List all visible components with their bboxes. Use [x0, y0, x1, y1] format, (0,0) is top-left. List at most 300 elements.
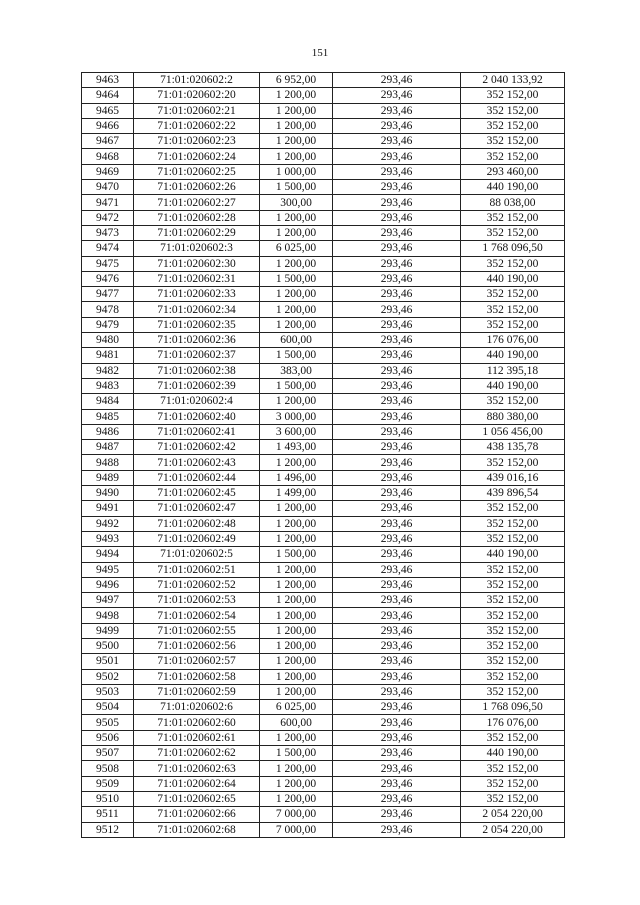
- specific-value-cell: 293,46: [333, 88, 461, 103]
- table-row: [82, 746, 565, 761]
- area-cell: 1 200,00: [260, 730, 333, 745]
- table-row: [82, 715, 565, 730]
- row-number-cell: 9498: [82, 608, 134, 623]
- cadastral-number-cell: 71:01:020602:49: [134, 531, 260, 546]
- cadastral-value-cell: 1 768 096,50: [461, 700, 565, 715]
- area-cell: 1 500,00: [260, 180, 333, 195]
- row-number-cell: 9512: [82, 822, 134, 837]
- area-cell: 1 200,00: [260, 593, 333, 608]
- specific-value-cell: 293,46: [333, 654, 461, 669]
- row-number-cell: 9505: [82, 715, 134, 730]
- row-number-cell: 9490: [82, 486, 134, 501]
- area-cell: 1 000,00: [260, 164, 333, 179]
- specific-value-cell: 293,46: [333, 317, 461, 332]
- row-number-cell: 9464: [82, 88, 134, 103]
- specific-value-cell: 293,46: [333, 440, 461, 455]
- area-cell: 7 000,00: [260, 807, 333, 822]
- cadastral-value-cell: 438 135,78: [461, 440, 565, 455]
- cadastral-number-cell: 71:01:020602:52: [134, 577, 260, 592]
- area-cell: 1 200,00: [260, 287, 333, 302]
- row-number-cell: 9492: [82, 516, 134, 531]
- area-cell: 1 200,00: [260, 394, 333, 409]
- row-number-cell: 9470: [82, 180, 134, 195]
- cadastral-number-cell: 71:01:020602:62: [134, 746, 260, 761]
- area-cell: 1 500,00: [260, 378, 333, 393]
- cadastral-number-cell: 71:01:020602:41: [134, 424, 260, 439]
- table-row: [82, 470, 565, 485]
- cadastral-number-cell: 71:01:020602:33: [134, 287, 260, 302]
- cadastral-value-cell: 352 152,00: [461, 394, 565, 409]
- table-row: [82, 577, 565, 592]
- table-row: [82, 776, 565, 791]
- table-body: [82, 73, 565, 838]
- specific-value-cell: 293,46: [333, 210, 461, 225]
- row-number-cell: 9507: [82, 746, 134, 761]
- row-number-cell: 9497: [82, 593, 134, 608]
- cadastral-number-cell: 71:01:020602:21: [134, 103, 260, 118]
- cadastral-number-cell: 71:01:020602:2: [134, 73, 260, 88]
- table-row: [82, 455, 565, 470]
- table-row: [82, 210, 565, 225]
- row-number-cell: 9473: [82, 225, 134, 240]
- cadastral-number-cell: 71:01:020602:43: [134, 455, 260, 470]
- row-number-cell: 9496: [82, 577, 134, 592]
- area-cell: 1 200,00: [260, 88, 333, 103]
- area-cell: 1 200,00: [260, 776, 333, 791]
- specific-value-cell: 293,46: [333, 638, 461, 653]
- row-number-cell: 9484: [82, 394, 134, 409]
- specific-value-cell: 293,46: [333, 149, 461, 164]
- table-row: [82, 394, 565, 409]
- cadastral-value-cell: 88 038,00: [461, 195, 565, 210]
- cadastral-value-cell: 176 076,00: [461, 333, 565, 348]
- specific-value-cell: 293,46: [333, 516, 461, 531]
- specific-value-cell: 293,46: [333, 623, 461, 638]
- row-number-cell: 9476: [82, 271, 134, 286]
- specific-value-cell: 293,46: [333, 746, 461, 761]
- specific-value-cell: 293,46: [333, 103, 461, 118]
- specific-value-cell: 293,46: [333, 791, 461, 806]
- cadastral-value-cell: 352 152,00: [461, 654, 565, 669]
- table-row: [82, 409, 565, 424]
- cadastral-value-cell: 352 152,00: [461, 761, 565, 776]
- specific-value-cell: 293,46: [333, 501, 461, 516]
- row-number-cell: 9477: [82, 287, 134, 302]
- cadastral-number-cell: 71:01:020602:65: [134, 791, 260, 806]
- cadastral-number-cell: 71:01:020602:30: [134, 256, 260, 271]
- specific-value-cell: 293,46: [333, 776, 461, 791]
- cadastral-value-cell: 352 152,00: [461, 730, 565, 745]
- cadastral-value-cell: 440 190,00: [461, 271, 565, 286]
- page-number: 151: [311, 47, 329, 59]
- row-number-cell: 9506: [82, 730, 134, 745]
- row-number-cell: 9503: [82, 684, 134, 699]
- table-row: [82, 638, 565, 653]
- specific-value-cell: 293,46: [333, 225, 461, 240]
- specific-value-cell: 293,46: [333, 424, 461, 439]
- area-cell: 1 500,00: [260, 746, 333, 761]
- table-row: [82, 608, 565, 623]
- cadastral-value-cell: 440 190,00: [461, 746, 565, 761]
- table-row: [82, 684, 565, 699]
- cadastral-number-cell: 71:01:020602:27: [134, 195, 260, 210]
- area-cell: 1 200,00: [260, 149, 333, 164]
- specific-value-cell: 293,46: [333, 593, 461, 608]
- row-number-cell: 9474: [82, 241, 134, 256]
- cadastral-number-cell: 71:01:020602:66: [134, 807, 260, 822]
- table-row: [82, 807, 565, 822]
- area-cell: 6 952,00: [260, 73, 333, 88]
- area-cell: 1 200,00: [260, 455, 333, 470]
- row-number-cell: 9463: [82, 73, 134, 88]
- specific-value-cell: 293,46: [333, 241, 461, 256]
- specific-value-cell: 293,46: [333, 715, 461, 730]
- row-number-cell: 9510: [82, 791, 134, 806]
- row-number-cell: 9483: [82, 378, 134, 393]
- row-number-cell: 9481: [82, 348, 134, 363]
- cadastral-value-cell: 352 152,00: [461, 225, 565, 240]
- cadastral-number-cell: 71:01:020602:3: [134, 241, 260, 256]
- table-row: [82, 256, 565, 271]
- cadastral-number-cell: 71:01:020602:37: [134, 348, 260, 363]
- table-row: [82, 103, 565, 118]
- table-row: [82, 149, 565, 164]
- area-cell: 1 200,00: [260, 577, 333, 592]
- row-number-cell: 9493: [82, 531, 134, 546]
- cadastral-number-cell: 71:01:020602:34: [134, 302, 260, 317]
- specific-value-cell: 293,46: [333, 256, 461, 271]
- cadastral-value-cell: 352 152,00: [461, 455, 565, 470]
- table-row: [82, 623, 565, 638]
- cadastral-value-cell: 352 152,00: [461, 501, 565, 516]
- cadastral-value-cell: 2 040 133,92: [461, 73, 565, 88]
- specific-value-cell: 293,46: [333, 531, 461, 546]
- area-cell: 6 025,00: [260, 241, 333, 256]
- row-number-cell: 9509: [82, 776, 134, 791]
- area-cell: 1 493,00: [260, 440, 333, 455]
- cadastral-number-cell: 71:01:020602:68: [134, 822, 260, 837]
- specific-value-cell: 293,46: [333, 271, 461, 286]
- table-row: [82, 822, 565, 837]
- area-cell: 1 496,00: [260, 470, 333, 485]
- table-row: [82, 486, 565, 501]
- cadastral-value-cell: 439 016,16: [461, 470, 565, 485]
- area-cell: 7 000,00: [260, 822, 333, 837]
- specific-value-cell: 293,46: [333, 807, 461, 822]
- cadastral-value-cell: 440 190,00: [461, 378, 565, 393]
- specific-value-cell: 293,46: [333, 486, 461, 501]
- cadastral-value-cell: 352 152,00: [461, 638, 565, 653]
- row-number-cell: 9488: [82, 455, 134, 470]
- specific-value-cell: 293,46: [333, 195, 461, 210]
- specific-value-cell: 293,46: [333, 287, 461, 302]
- cadastral-value-cell: 176 076,00: [461, 715, 565, 730]
- cadastral-value-cell: 352 152,00: [461, 516, 565, 531]
- table-row: [82, 73, 565, 88]
- area-cell: 1 200,00: [260, 562, 333, 577]
- cadastral-value-cell: 352 152,00: [461, 593, 565, 608]
- row-number-cell: 9475: [82, 256, 134, 271]
- row-number-cell: 9499: [82, 623, 134, 638]
- row-number-cell: 9482: [82, 363, 134, 378]
- area-cell: 1 200,00: [260, 761, 333, 776]
- cadastral-number-cell: 71:01:020602:55: [134, 623, 260, 638]
- specific-value-cell: 293,46: [333, 180, 461, 195]
- table-row: [82, 241, 565, 256]
- cadastral-value-cell: 1 768 096,50: [461, 241, 565, 256]
- specific-value-cell: 293,46: [333, 761, 461, 776]
- cadastral-number-cell: 71:01:020602:59: [134, 684, 260, 699]
- table-row: [82, 302, 565, 317]
- specific-value-cell: 293,46: [333, 669, 461, 684]
- row-number-cell: 9472: [82, 210, 134, 225]
- cadastral-number-cell: 71:01:020602:47: [134, 501, 260, 516]
- table-row: [82, 180, 565, 195]
- cadastral-value-cell: 440 190,00: [461, 348, 565, 363]
- area-cell: 1 200,00: [260, 118, 333, 133]
- area-cell: 1 200,00: [260, 302, 333, 317]
- row-number-cell: 9511: [82, 807, 134, 822]
- table-row: [82, 501, 565, 516]
- cadastral-number-cell: 71:01:020602:58: [134, 669, 260, 684]
- row-number-cell: 9466: [82, 118, 134, 133]
- cadastral-value-cell: 352 152,00: [461, 134, 565, 149]
- cadastral-value-cell: 352 152,00: [461, 103, 565, 118]
- cadastral-number-cell: 71:01:020602:53: [134, 593, 260, 608]
- area-cell: 1 500,00: [260, 271, 333, 286]
- row-number-cell: 9469: [82, 164, 134, 179]
- cadastral-value-cell: 352 152,00: [461, 256, 565, 271]
- table-row: [82, 134, 565, 149]
- cadastral-value-cell: 880 380,00: [461, 409, 565, 424]
- specific-value-cell: 293,46: [333, 134, 461, 149]
- area-cell: 3 000,00: [260, 409, 333, 424]
- cadastral-number-cell: 71:01:020602:42: [134, 440, 260, 455]
- table-row: [82, 378, 565, 393]
- row-number-cell: 9479: [82, 317, 134, 332]
- table-row: [82, 88, 565, 103]
- cadastral-number-cell: 71:01:020602:23: [134, 134, 260, 149]
- specific-value-cell: 293,46: [333, 470, 461, 485]
- area-cell: 1 200,00: [260, 791, 333, 806]
- area-cell: 600,00: [260, 715, 333, 730]
- cadastral-value-cell: 439 896,54: [461, 486, 565, 501]
- cadastral-number-cell: 71:01:020602:20: [134, 88, 260, 103]
- table-row: [82, 700, 565, 715]
- specific-value-cell: 293,46: [333, 333, 461, 348]
- cadastral-number-cell: 71:01:020602:64: [134, 776, 260, 791]
- area-cell: 1 200,00: [260, 103, 333, 118]
- area-cell: 1 200,00: [260, 210, 333, 225]
- cadastral-number-cell: 71:01:020602:51: [134, 562, 260, 577]
- row-number-cell: 9504: [82, 700, 134, 715]
- cadastral-value-cell: 440 190,00: [461, 547, 565, 562]
- cadastral-value-cell: 352 152,00: [461, 562, 565, 577]
- area-cell: 1 200,00: [260, 501, 333, 516]
- area-cell: 1 200,00: [260, 638, 333, 653]
- cadastral-value-cell: 352 152,00: [461, 623, 565, 638]
- row-number-cell: 9502: [82, 669, 134, 684]
- cadastral-number-cell: 71:01:020602:54: [134, 608, 260, 623]
- cadastral-number-cell: 71:01:020602:39: [134, 378, 260, 393]
- table-row: [82, 287, 565, 302]
- row-number-cell: 9465: [82, 103, 134, 118]
- cadastral-number-cell: 71:01:020602:63: [134, 761, 260, 776]
- row-number-cell: 9508: [82, 761, 134, 776]
- specific-value-cell: 293,46: [333, 348, 461, 363]
- table-row: [82, 562, 565, 577]
- table-row: [82, 348, 565, 363]
- table-row: [82, 363, 565, 378]
- area-cell: 600,00: [260, 333, 333, 348]
- cadastral-value-cell: 352 152,00: [461, 302, 565, 317]
- cadastral-number-cell: 71:01:020602:48: [134, 516, 260, 531]
- table-row: [82, 118, 565, 133]
- cadastral-value-cell: 352 152,00: [461, 210, 565, 225]
- row-number-cell: 9489: [82, 470, 134, 485]
- area-cell: 1 200,00: [260, 317, 333, 332]
- specific-value-cell: 293,46: [333, 302, 461, 317]
- area-cell: 300,00: [260, 195, 333, 210]
- specific-value-cell: 293,46: [333, 363, 461, 378]
- area-cell: 1 200,00: [260, 225, 333, 240]
- cadastral-number-cell: 71:01:020602:61: [134, 730, 260, 745]
- area-cell: 1 200,00: [260, 134, 333, 149]
- area-cell: 1 200,00: [260, 256, 333, 271]
- row-number-cell: 9500: [82, 638, 134, 653]
- cadastral-number-cell: 71:01:020602:24: [134, 149, 260, 164]
- cadastral-number-cell: 71:01:020602:40: [134, 409, 260, 424]
- cadastral-number-cell: 71:01:020602:5: [134, 547, 260, 562]
- table-row: [82, 225, 565, 240]
- table-row: [82, 195, 565, 210]
- row-number-cell: 9480: [82, 333, 134, 348]
- specific-value-cell: 293,46: [333, 164, 461, 179]
- table-row: [82, 593, 565, 608]
- specific-value-cell: 293,46: [333, 455, 461, 470]
- cadastral-value-cell: 352 152,00: [461, 791, 565, 806]
- specific-value-cell: 293,46: [333, 608, 461, 623]
- cadastral-number-cell: 71:01:020602:35: [134, 317, 260, 332]
- cadastral-value-cell: 352 152,00: [461, 684, 565, 699]
- table-row: [82, 654, 565, 669]
- cadastral-value-cell: 352 152,00: [461, 577, 565, 592]
- row-number-cell: 9471: [82, 195, 134, 210]
- table-row: [82, 333, 565, 348]
- area-cell: 3 600,00: [260, 424, 333, 439]
- table-row: [82, 271, 565, 286]
- specific-value-cell: 293,46: [333, 394, 461, 409]
- table-row: [82, 761, 565, 776]
- table-row: [82, 730, 565, 745]
- cadastral-number-cell: 71:01:020602:45: [134, 486, 260, 501]
- row-number-cell: 9485: [82, 409, 134, 424]
- cadastral-number-cell: 71:01:020602:29: [134, 225, 260, 240]
- cadastral-value-cell: 1 056 456,00: [461, 424, 565, 439]
- specific-value-cell: 293,46: [333, 684, 461, 699]
- specific-value-cell: 293,46: [333, 73, 461, 88]
- area-cell: 1 499,00: [260, 486, 333, 501]
- cadastral-number-cell: 71:01:020602:28: [134, 210, 260, 225]
- table-row: [82, 440, 565, 455]
- cadastral-number-cell: 71:01:020602:56: [134, 638, 260, 653]
- table-row: [82, 791, 565, 806]
- cadastral-value-cell: 112 395,18: [461, 363, 565, 378]
- cadastral-value-cell: 2 054 220,00: [461, 822, 565, 837]
- cadastral-value-cell: 352 152,00: [461, 118, 565, 133]
- table-row: [82, 164, 565, 179]
- area-cell: 1 500,00: [260, 348, 333, 363]
- cadastral-number-cell: 71:01:020602:31: [134, 271, 260, 286]
- specific-value-cell: 293,46: [333, 562, 461, 577]
- cadastral-number-cell: 71:01:020602:38: [134, 363, 260, 378]
- cadastral-value-cell: 352 152,00: [461, 149, 565, 164]
- specific-value-cell: 293,46: [333, 577, 461, 592]
- row-number-cell: 9478: [82, 302, 134, 317]
- row-number-cell: 9468: [82, 149, 134, 164]
- area-cell: 1 200,00: [260, 684, 333, 699]
- row-number-cell: 9467: [82, 134, 134, 149]
- cadastral-number-cell: 71:01:020602:22: [134, 118, 260, 133]
- specific-value-cell: 293,46: [333, 547, 461, 562]
- area-cell: 383,00: [260, 363, 333, 378]
- cadastral-number-cell: 71:01:020602:26: [134, 180, 260, 195]
- area-cell: 1 500,00: [260, 547, 333, 562]
- table-row: [82, 669, 565, 684]
- cadastral-value-cell: 352 152,00: [461, 88, 565, 103]
- table-row: [82, 424, 565, 439]
- cadastral-number-cell: 71:01:020602:36: [134, 333, 260, 348]
- table-row: [82, 317, 565, 332]
- cadastral-value-cell: 293 460,00: [461, 164, 565, 179]
- table-row: [82, 547, 565, 562]
- area-cell: 6 025,00: [260, 700, 333, 715]
- area-cell: 1 200,00: [260, 669, 333, 684]
- cadastral-value-cell: 352 152,00: [461, 776, 565, 791]
- row-number-cell: 9494: [82, 547, 134, 562]
- cadastral-value-table: [81, 72, 565, 838]
- cadastral-number-cell: 71:01:020602:60: [134, 715, 260, 730]
- row-number-cell: 9501: [82, 654, 134, 669]
- cadastral-number-cell: 71:01:020602:4: [134, 394, 260, 409]
- area-cell: 1 200,00: [260, 516, 333, 531]
- cadastral-value-cell: 352 152,00: [461, 669, 565, 684]
- specific-value-cell: 293,46: [333, 378, 461, 393]
- row-number-cell: 9487: [82, 440, 134, 455]
- specific-value-cell: 293,46: [333, 700, 461, 715]
- row-number-cell: 9495: [82, 562, 134, 577]
- cadastral-value-cell: 352 152,00: [461, 317, 565, 332]
- area-cell: 1 200,00: [260, 608, 333, 623]
- cadastral-number-cell: 71:01:020602:6: [134, 700, 260, 715]
- cadastral-number-cell: 71:01:020602:44: [134, 470, 260, 485]
- cadastral-value-cell: 440 190,00: [461, 180, 565, 195]
- cadastral-value-cell: 2 054 220,00: [461, 807, 565, 822]
- specific-value-cell: 293,46: [333, 409, 461, 424]
- specific-value-cell: 293,46: [333, 118, 461, 133]
- row-number-cell: 9486: [82, 424, 134, 439]
- cadastral-value-cell: 352 152,00: [461, 531, 565, 546]
- area-cell: 1 200,00: [260, 623, 333, 638]
- table-row: [82, 531, 565, 546]
- area-cell: 1 200,00: [260, 654, 333, 669]
- area-cell: 1 200,00: [260, 531, 333, 546]
- cadastral-value-cell: 352 152,00: [461, 608, 565, 623]
- table-row: [82, 516, 565, 531]
- specific-value-cell: 293,46: [333, 730, 461, 745]
- cadastral-value-cell: 352 152,00: [461, 287, 565, 302]
- specific-value-cell: 293,46: [333, 822, 461, 837]
